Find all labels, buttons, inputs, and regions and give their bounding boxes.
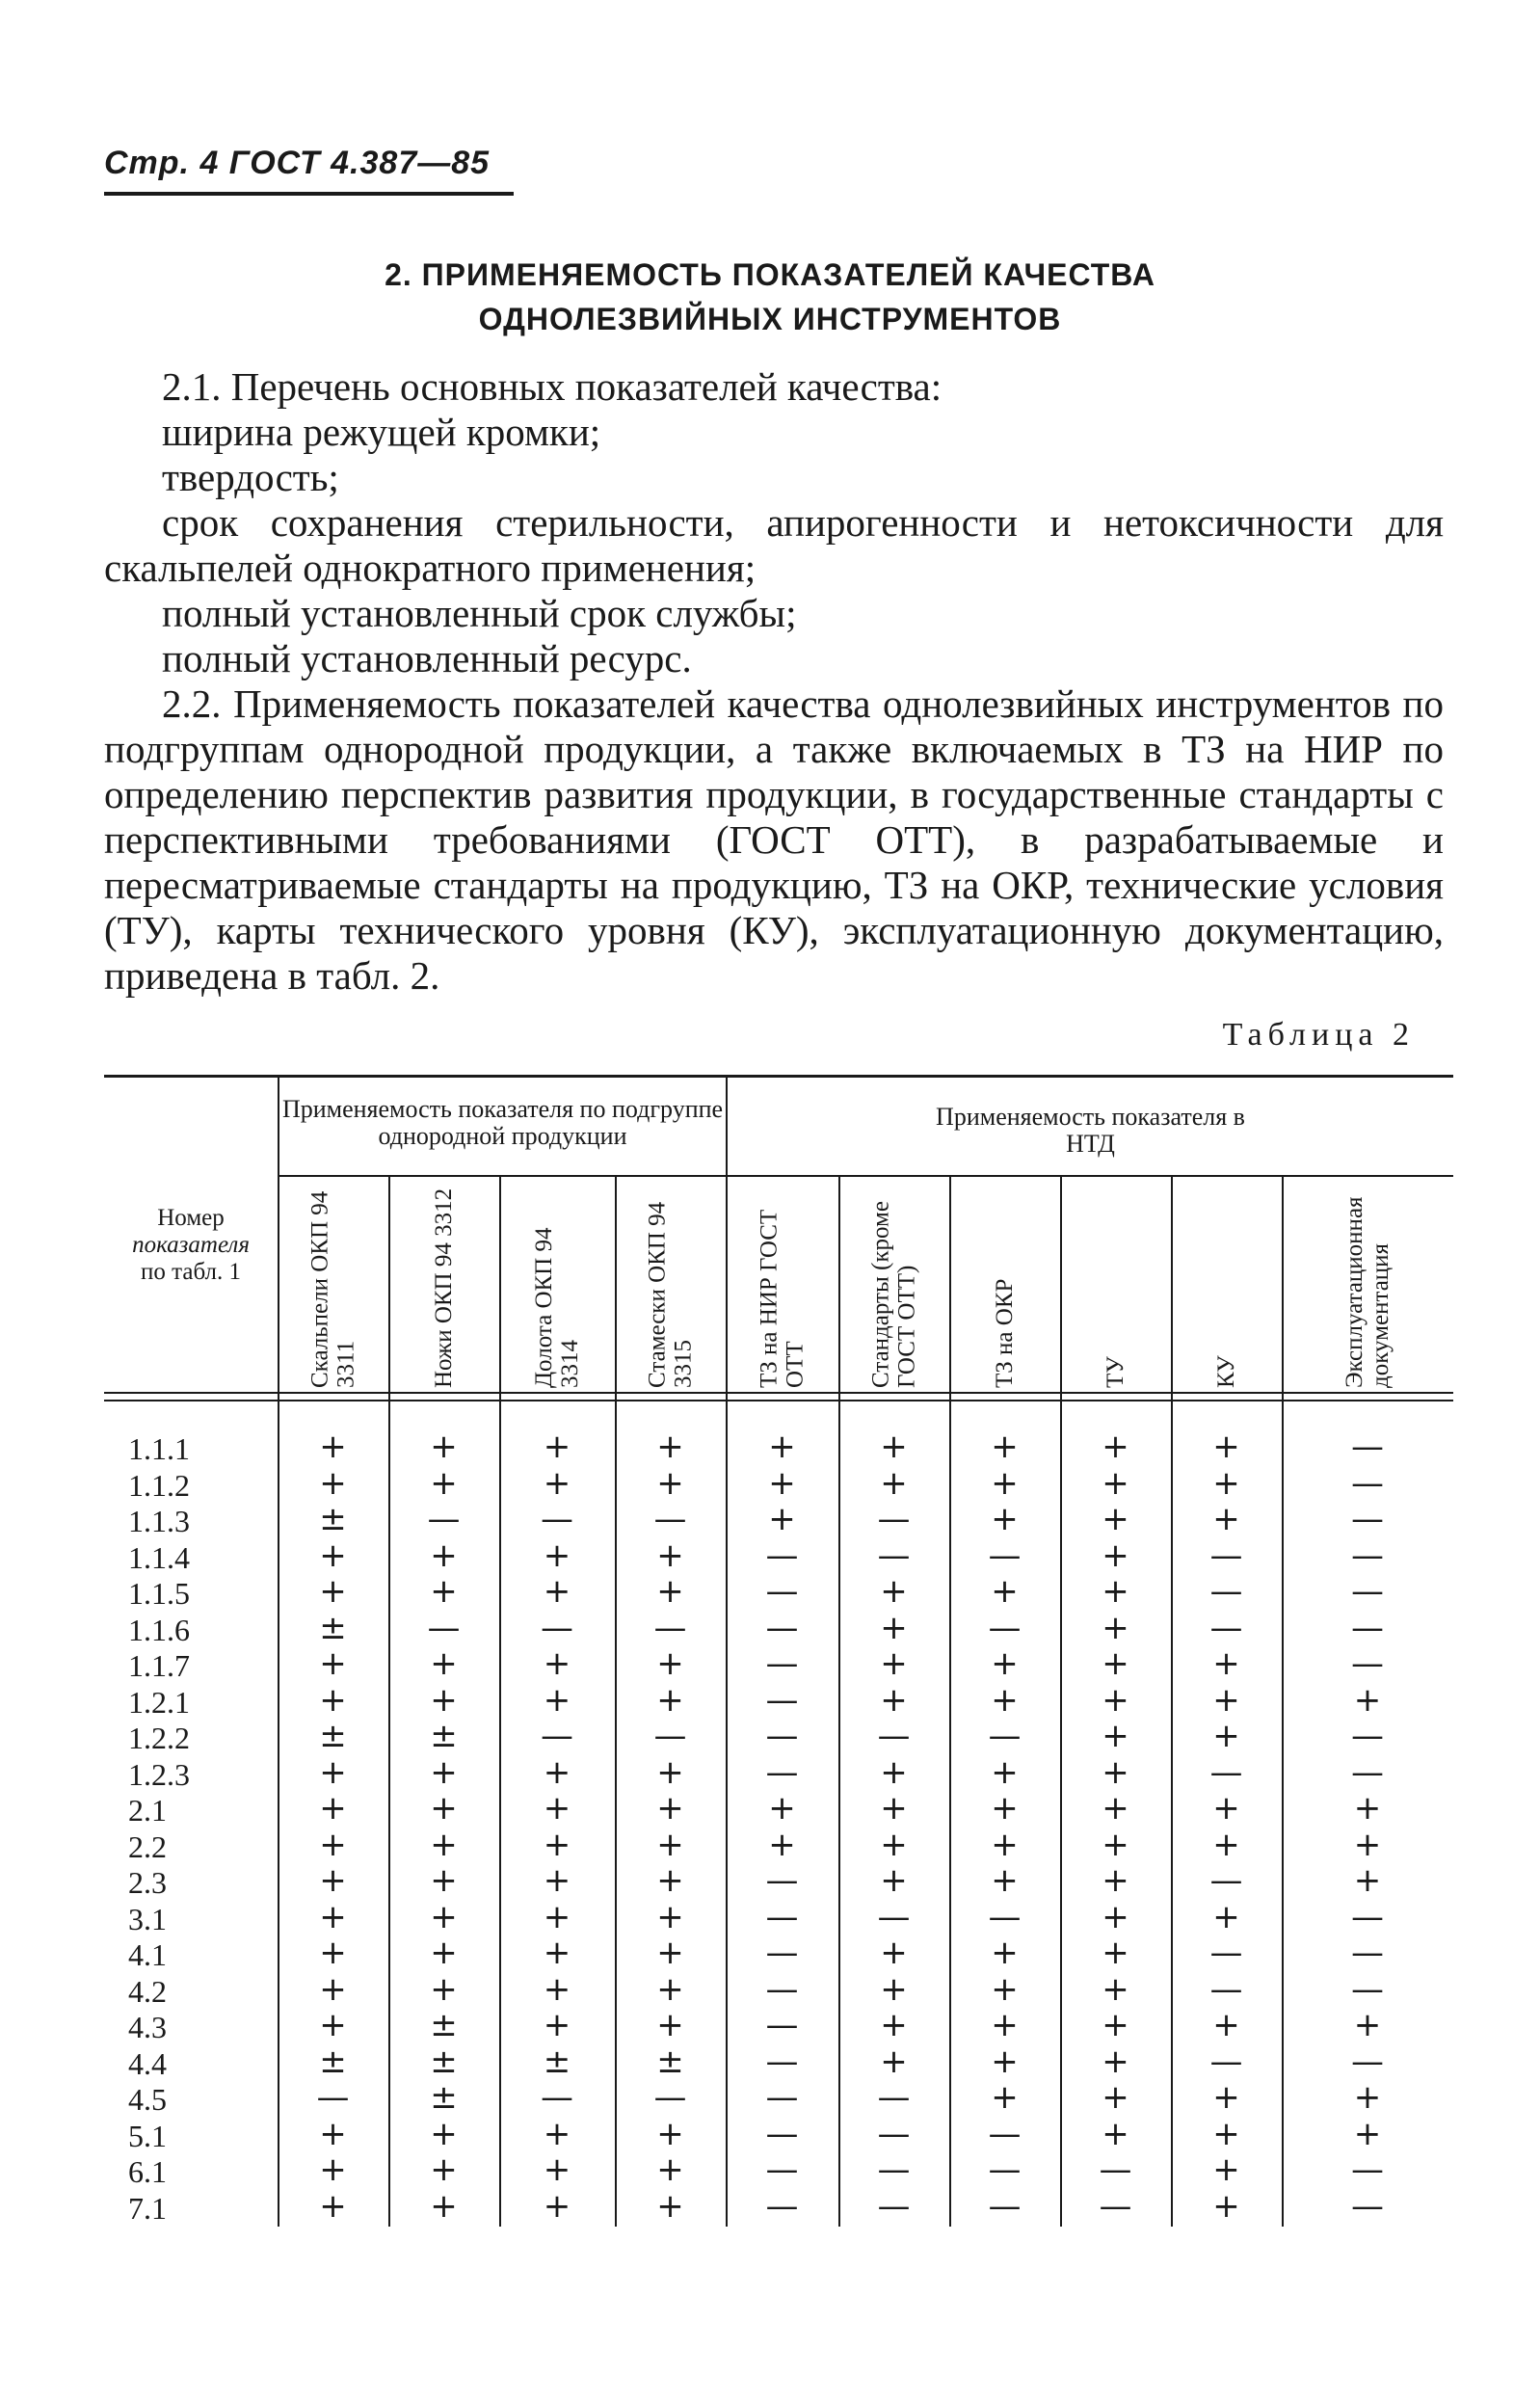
cell-1.2.3-col8: + <box>1102 1752 1129 1792</box>
list-item-service-life: полный установленный срок службы; <box>162 591 797 635</box>
cell-2.3-col8: + <box>1102 1861 1129 1900</box>
cell-1.1.2-col10: — <box>1351 1463 1384 1503</box>
cell-4.1-col2: + <box>430 1934 458 1972</box>
cell-1.1.6-col7: — <box>988 1608 1022 1647</box>
cell-1.1.7-col1: + <box>319 1644 347 1683</box>
column-header-3: Долота ОКП 94 3314 <box>531 1227 583 1388</box>
column-header-4: Стамески ОКП 94 3315 <box>644 1201 697 1388</box>
cell-4.2-col8: + <box>1102 1969 1129 2009</box>
cell-1.2.2-col4: — <box>653 1717 687 1755</box>
cell-1.1.6-col2: — <box>427 1608 461 1647</box>
cell-1.2.1-col10: + <box>1353 1680 1382 1720</box>
col-divider-10 <box>1282 1175 1284 2227</box>
header-bottom-rule-1 <box>104 1392 1453 1394</box>
cell-1.2.2-col8: + <box>1102 1717 1129 1755</box>
cell-1.1.5-col1: + <box>319 1572 347 1611</box>
cell-4.3-col5: — <box>765 2006 799 2044</box>
cell-1.1.1-col6: + <box>880 1428 908 1466</box>
cell-1.1.7-col8: + <box>1102 1644 1129 1683</box>
column-header-2: Ножи ОКП 94 3312 <box>431 1188 457 1388</box>
row-id-4.4: 4.4 <box>128 2045 167 2081</box>
cell-1.1.2-col7: + <box>991 1463 1019 1503</box>
cell-1.1.6-col1: ± <box>319 1608 347 1647</box>
cell-1.2.2-col5: — <box>765 1717 799 1755</box>
row-number-header <box>104 1205 278 1286</box>
cell-1.1.3-col1: ± <box>319 1500 347 1538</box>
cell-4.5-col5: — <box>765 2078 799 2117</box>
cell-4.4-col2: ± <box>430 2042 458 2081</box>
cell-3.1-col1: + <box>319 1897 347 1936</box>
cell-2.1-col1: + <box>319 1789 347 1828</box>
applicability-table <box>104 1075 1453 2231</box>
cell-4.2-col2: + <box>430 1969 458 2009</box>
cell-7.1-col6: — <box>877 2186 911 2226</box>
cell-2.1-col2: + <box>430 1789 458 1828</box>
cell-2.3-col10: + <box>1353 1861 1382 1900</box>
cell-5.1-col9: + <box>1212 2114 1240 2153</box>
cell-1.2.2-col10: — <box>1351 1717 1384 1755</box>
cell-2.3-col6: + <box>880 1861 908 1900</box>
cell-1.1.4-col8: + <box>1102 1535 1129 1575</box>
cell-2.3-col5: — <box>765 1861 799 1900</box>
cell-1.2.2-col9: + <box>1212 1717 1240 1755</box>
cell-4.3-col10: + <box>1353 2006 1382 2044</box>
cell-2.2-col7: + <box>991 1825 1019 1864</box>
row-header-line2: показателя <box>132 1232 250 1258</box>
row-id-4.2: 4.2 <box>128 1973 167 2009</box>
cell-1.1.6-col10: — <box>1351 1608 1384 1647</box>
cell-1.2.3-col10: — <box>1351 1752 1384 1792</box>
cell-1.1.3-col7: + <box>991 1500 1019 1538</box>
column-header-5: ТЗ на НИР ГОСТ ОТТ <box>756 1209 809 1388</box>
cell-5.1-col10: + <box>1353 2114 1382 2153</box>
cell-6.1-col6: — <box>877 2150 911 2189</box>
cell-1.2.3-col9: — <box>1209 1752 1243 1792</box>
cell-1.1.3-col4: — <box>653 1500 687 1538</box>
cell-7.1-col3: + <box>543 2186 571 2226</box>
cell-1.2.1-col8: + <box>1102 1680 1129 1720</box>
cell-1.2.1-col1: + <box>319 1680 347 1720</box>
cell-1.1.4-col2: + <box>430 1535 458 1575</box>
col-divider-3 <box>499 1175 501 2227</box>
cell-5.1-col1: + <box>319 2114 347 2153</box>
cell-4.1-col8: + <box>1102 1934 1129 1972</box>
cell-4.5-col7: + <box>991 2078 1019 2117</box>
cell-1.1.5-col6: + <box>880 1572 908 1611</box>
cell-1.1.1-col1: + <box>319 1428 347 1466</box>
section-title-line2: ОДНОЛЕЗВИЙНЫХ ИНСТРУМЕНТОВ <box>478 302 1062 336</box>
cell-4.2-col1: + <box>319 1969 347 2009</box>
column-header-10: Эксплуатационная документация <box>1341 1196 1394 1388</box>
cell-1.1.4-col10: — <box>1351 1535 1384 1575</box>
group-header-ntd: Применяемость показателя в НТД <box>936 1103 1245 1158</box>
cell-1.1.5-col4: + <box>656 1572 684 1611</box>
cell-1.2.3-col5: — <box>765 1752 799 1792</box>
cell-4.5-col6: — <box>877 2078 911 2117</box>
cell-1.2.3-col4: + <box>656 1752 684 1792</box>
cell-1.2.2-col6: — <box>877 1717 911 1755</box>
cell-1.1.5-col5: — <box>765 1572 799 1611</box>
cell-1.1.1-col7: + <box>991 1428 1019 1466</box>
cell-4.4-col3: ± <box>543 2042 571 2081</box>
cell-4.1-col9: — <box>1209 1934 1243 1972</box>
cell-4.3-col8: + <box>1102 2006 1129 2044</box>
cell-1.1.4-col9: — <box>1209 1535 1243 1575</box>
cell-1.2.1-col9: + <box>1212 1680 1240 1720</box>
cell-1.1.2-col1: + <box>319 1463 347 1503</box>
cell-4.1-col6: + <box>880 1934 908 1972</box>
cell-4.3-col2: ± <box>430 2006 458 2044</box>
cell-4.2-col10: — <box>1351 1969 1384 2009</box>
cell-4.2-col9: — <box>1209 1969 1243 2009</box>
cell-2.1-col4: + <box>656 1789 684 1828</box>
cell-7.1-col10: — <box>1351 2186 1384 2226</box>
cell-1.1.4-col5: — <box>765 1535 799 1575</box>
cell-1.1.3-col9: + <box>1212 1500 1240 1538</box>
cell-1.1.5-col7: + <box>991 1572 1019 1611</box>
cell-4.5-col3: — <box>541 2078 573 2117</box>
cell-2.2-col9: + <box>1212 1825 1240 1864</box>
cell-3.1-col8: + <box>1102 1897 1129 1936</box>
cell-1.1.4-col4: + <box>656 1535 684 1575</box>
cell-1.1.1-col8: + <box>1102 1428 1129 1466</box>
row-id-1.1.1: 1.1.1 <box>128 1431 190 1466</box>
cell-1.1.1-col5: + <box>768 1428 796 1466</box>
cell-4.4-col8: + <box>1102 2042 1129 2081</box>
cell-1.1.4-col7: — <box>988 1535 1022 1575</box>
row-id-1.1.5: 1.1.5 <box>128 1576 190 1611</box>
cell-4.1-col1: + <box>319 1934 347 1972</box>
cell-2.2-col1: + <box>319 1825 347 1864</box>
page-header: Стр. 4 ГОСТ 4.387—85 <box>104 145 514 196</box>
cell-1.1.1-col4: + <box>656 1428 684 1466</box>
cell-1.2.2-col2: ± <box>430 1717 458 1755</box>
cell-1.1.1-col3: + <box>543 1428 571 1466</box>
table-caption: Таблица 2 <box>1222 1017 1415 1053</box>
cell-1.1.2-col9: + <box>1212 1463 1240 1503</box>
cell-1.2.3-col6: + <box>880 1752 908 1792</box>
cell-5.1-col6: — <box>877 2114 911 2153</box>
cell-1.1.7-col6: + <box>880 1644 908 1683</box>
cell-6.1-col9: + <box>1212 2150 1240 2189</box>
cell-7.1-col1: + <box>319 2186 347 2226</box>
cell-1.1.6-col9: — <box>1209 1608 1243 1647</box>
cell-1.1.4-col3: + <box>543 1535 571 1575</box>
cell-5.1-col5: — <box>765 2114 799 2153</box>
row-id-6.1: 6.1 <box>128 2154 167 2189</box>
cell-1.1.1-col10: — <box>1351 1428 1384 1466</box>
cell-1.1.6-col5: — <box>765 1608 799 1647</box>
cell-1.1.5-col2: + <box>430 1572 458 1611</box>
cell-4.3-col9: + <box>1212 2006 1240 2044</box>
cell-4.3-col4: + <box>656 2006 684 2044</box>
cell-4.1-col7: + <box>991 1934 1019 1972</box>
cell-1.2.3-col2: + <box>430 1752 458 1792</box>
row-header-line3: по табл. 1 <box>140 1259 242 1285</box>
cell-5.1-col2: + <box>430 2114 458 2153</box>
group-header-subgroup: Применяемость показателя по подгруппе однородной продукции <box>281 1095 724 1150</box>
row-id-1.2.1: 1.2.1 <box>128 1684 190 1720</box>
cell-4.4-col4: ± <box>656 2042 684 2081</box>
cell-1.2.2-col1: ± <box>319 1717 347 1755</box>
cell-2.2-col6: + <box>880 1825 908 1864</box>
cell-1.1.7-col5: — <box>765 1644 799 1683</box>
group-divider-rule <box>278 1175 1453 1177</box>
column-header-1: Скальпели ОКП 94 3311 <box>306 1190 359 1388</box>
cell-7.1-col7: — <box>988 2186 1022 2226</box>
cell-1.1.2-col6: + <box>880 1463 908 1503</box>
cell-1.2.1-col5: — <box>765 1680 799 1720</box>
cell-6.1-col3: + <box>543 2150 571 2189</box>
cell-1.1.7-col2: + <box>430 1644 458 1683</box>
cell-1.1.1-col2: + <box>430 1428 458 1466</box>
cell-1.1.7-col3: + <box>543 1644 571 1683</box>
cell-1.1.3-col8: + <box>1102 1500 1129 1538</box>
cell-1.1.5-col8: + <box>1102 1572 1129 1611</box>
cell-3.1-col5: — <box>765 1897 799 1936</box>
cell-1.1.6-col8: + <box>1102 1608 1129 1647</box>
cell-4.5-col10: + <box>1353 2078 1382 2117</box>
cell-2.1-col10: + <box>1353 1789 1382 1828</box>
cell-4.3-col3: + <box>543 2006 571 2044</box>
cell-2.2-col2: + <box>430 1825 458 1864</box>
cell-4.2-col4: + <box>656 1969 684 2009</box>
cell-6.1-col4: + <box>656 2150 684 2189</box>
cell-1.1.5-col3: + <box>543 1572 571 1611</box>
cell-6.1-col1: + <box>319 2150 347 2189</box>
cell-4.5-col8: + <box>1102 2078 1129 2117</box>
row-id-1.1.4: 1.1.4 <box>128 1539 190 1575</box>
cell-4.4-col7: + <box>991 2042 1019 2081</box>
cell-4.4-col6: + <box>880 2042 908 2081</box>
cell-3.1-col2: + <box>430 1897 458 1936</box>
cell-1.2.2-col3: — <box>541 1717 573 1755</box>
column-header-7: ТЗ на ОКР <box>992 1278 1018 1388</box>
row-id-4.5: 4.5 <box>128 2082 167 2117</box>
cell-6.1-col5: — <box>765 2150 799 2189</box>
cell-4.2-col3: + <box>543 1969 571 2009</box>
list-item-hardness: твердость; <box>162 455 339 499</box>
cell-1.1.7-col9: + <box>1212 1644 1240 1683</box>
cell-2.1-col7: + <box>991 1789 1019 1828</box>
row-id-1.1.3: 1.1.3 <box>128 1504 190 1538</box>
cell-1.1.2-col8: + <box>1102 1463 1129 1503</box>
list-item-sterility: срок сохранения стерильности, апирогенности и нетоксичности для скальпелей однократного применения; <box>104 500 1444 590</box>
cell-1.1.2-col2: + <box>430 1463 458 1503</box>
cell-1.2.1-col6: + <box>880 1680 908 1720</box>
column-header-6: Стандарты (кроме ГОСТ ОТТ) <box>867 1201 920 1388</box>
cell-4.5-col2: ± <box>430 2078 458 2117</box>
cell-1.1.3-col10: — <box>1351 1500 1384 1538</box>
cell-2.2-col4: + <box>656 1825 684 1864</box>
cell-1.2.1-col4: + <box>656 1680 684 1720</box>
row-id-4.3: 4.3 <box>128 2010 167 2044</box>
paragraph-2-1: 2.1. Перечень основных показателей качества: <box>162 364 943 409</box>
cell-4.4-col10: — <box>1351 2042 1384 2081</box>
cell-1.1.6-col4: — <box>653 1608 687 1647</box>
cell-1.2.2-col7: — <box>988 1717 1022 1755</box>
cell-1.1.2-col4: + <box>656 1463 684 1503</box>
cell-6.1-col10: — <box>1351 2150 1384 2189</box>
row-id-2.1: 2.1 <box>128 1793 167 1828</box>
cell-2.3-col9: — <box>1209 1861 1243 1900</box>
cell-4.3-col7: + <box>991 2006 1019 2044</box>
cell-3.1-col3: + <box>543 1897 571 1936</box>
list-item-resource: полный установленный ресурс. <box>162 636 692 681</box>
cell-2.1-col3: + <box>543 1789 571 1828</box>
cell-2.3-col2: + <box>430 1861 458 1900</box>
cell-4.3-col1: + <box>319 2006 347 2044</box>
column-header-9: КУ <box>1213 1355 1239 1388</box>
cell-4.5-col4: — <box>653 2078 687 2117</box>
cell-7.1-col4: + <box>656 2186 684 2226</box>
cell-5.1-col7: — <box>988 2114 1022 2153</box>
cell-2.3-col4: + <box>656 1861 684 1900</box>
row-id-1.1.7: 1.1.7 <box>128 1648 190 1683</box>
cell-4.1-col5: — <box>765 1934 799 1972</box>
column-header-8: ТУ <box>1102 1356 1128 1388</box>
cell-1.1.7-col7: + <box>991 1644 1019 1683</box>
cell-1.1.3-col6: — <box>877 1500 911 1538</box>
cell-2.3-col1: + <box>319 1861 347 1900</box>
cell-4.4-col9: — <box>1209 2042 1243 2081</box>
cell-1.1.7-col4: + <box>656 1644 684 1683</box>
list-item-width: ширина режущей кромки; <box>162 410 601 454</box>
cell-1.2.3-col1: + <box>319 1752 347 1792</box>
cell-2.2-col10: + <box>1353 1825 1382 1864</box>
cell-1.1.6-col6: + <box>880 1608 908 1647</box>
row-header-line1: Номер <box>157 1205 225 1231</box>
cell-2.2-col3: + <box>543 1825 571 1864</box>
cell-1.1.3-col3: — <box>541 1500 573 1538</box>
cell-4.1-col4: + <box>656 1934 684 1972</box>
cell-3.1-col6: — <box>877 1897 911 1936</box>
cell-4.4-col5: — <box>765 2042 799 2081</box>
cell-6.1-col2: + <box>430 2150 458 2189</box>
row-id-1.1.6: 1.1.6 <box>128 1612 190 1647</box>
cell-2.3-col3: + <box>543 1861 571 1900</box>
cell-2.1-col8: + <box>1102 1789 1129 1828</box>
cell-7.1-col9: + <box>1212 2186 1240 2226</box>
row-id-2.2: 2.2 <box>128 1828 167 1864</box>
cell-1.1.6-col3: — <box>541 1608 573 1647</box>
cell-7.1-col2: + <box>430 2186 458 2226</box>
cell-4.2-col7: + <box>991 1969 1019 2009</box>
row-id-4.1: 4.1 <box>128 1937 167 1972</box>
row-id-5.1: 5.1 <box>128 2118 167 2153</box>
cell-1.1.2-col3: + <box>543 1463 571 1503</box>
cell-4.2-col6: + <box>880 1969 908 2009</box>
section-title-line1: 2. ПРИМЕНЯЕМОСТЬ ПОКАЗАТЕЛЕЙ КАЧЕСТВА <box>385 257 1155 292</box>
table-top-rule <box>104 1075 1453 1078</box>
cell-4.5-col1: — <box>316 2078 350 2117</box>
cell-1.1.3-col2: — <box>427 1500 461 1538</box>
row-id-2.3: 2.3 <box>128 1865 167 1900</box>
row-id-7.1: 7.1 <box>128 2190 167 2226</box>
paragraph-2-2: 2.2. Применяемость показателей качества однолезвийных инструментов по подгруппам однородной продукции, а также включаемых в ТЗ на НИР по определению перспектив развития продукции, в государственные стандарты с перспективными требованиями (ГОСТ ОТТ), в разрабатываемые и пересматриваемые стандарты на продукцию, ТЗ на ОКР, технические условия (ТУ), карты технического уровня (КУ), эксплуатационную документацию, приведена в табл. 2. <box>104 681 1444 998</box>
cell-1.1.4-col1: + <box>319 1535 347 1575</box>
cell-5.1-col3: + <box>543 2114 571 2153</box>
cell-1.2.1-col7: + <box>991 1680 1019 1720</box>
cell-2.2-col8: + <box>1102 1825 1129 1864</box>
cell-2.3-col7: + <box>991 1861 1019 1900</box>
cell-3.1-col9: + <box>1212 1897 1240 1936</box>
cell-4.3-col6: + <box>880 2006 908 2044</box>
cell-7.1-col8: — <box>1099 2186 1132 2226</box>
cell-1.1.7-col10: — <box>1351 1644 1384 1683</box>
cell-1.2.3-col7: + <box>991 1752 1019 1792</box>
cell-5.1-col8: + <box>1102 2114 1129 2153</box>
cell-1.2.1-col3: + <box>543 1680 571 1720</box>
cell-2.2-col5: + <box>768 1825 796 1864</box>
cell-1.1.5-col10: — <box>1351 1572 1384 1611</box>
row-id-1.2.2: 1.2.2 <box>128 1721 190 1755</box>
cell-6.1-col7: — <box>988 2150 1022 2189</box>
cell-1.2.1-col2: + <box>430 1680 458 1720</box>
cell-4.5-col9: + <box>1212 2078 1240 2117</box>
cell-4.1-col3: + <box>543 1934 571 1972</box>
cell-6.1-col8: — <box>1099 2150 1132 2189</box>
col-divider-group <box>726 1075 728 2227</box>
row-id-3.1: 3.1 <box>128 1901 167 1936</box>
row-id-1.1.2: 1.1.2 <box>128 1467 190 1503</box>
cell-3.1-col10: — <box>1351 1897 1384 1936</box>
cell-1.1.5-col9: — <box>1209 1572 1243 1611</box>
cell-1.1.3-col5: + <box>768 1500 796 1538</box>
cell-3.1-col7: — <box>988 1897 1022 1936</box>
cell-2.1-col9: + <box>1212 1789 1240 1828</box>
cell-2.1-col5: + <box>768 1789 796 1828</box>
header-bottom-rule-2 <box>104 1400 1453 1401</box>
body-text <box>104 364 1444 999</box>
cell-4.4-col1: ± <box>319 2042 347 2081</box>
cell-1.2.3-col3: + <box>543 1752 571 1792</box>
row-id-1.2.3: 1.2.3 <box>128 1756 190 1792</box>
cell-3.1-col4: + <box>656 1897 684 1936</box>
cell-4.2-col5: — <box>765 1969 799 2009</box>
cell-5.1-col4: + <box>656 2114 684 2153</box>
cell-7.1-col5: — <box>765 2186 799 2226</box>
cell-1.1.4-col6: — <box>877 1535 911 1575</box>
cell-2.1-col6: + <box>880 1789 908 1828</box>
cell-4.1-col10: — <box>1351 1934 1384 1972</box>
cell-1.1.1-col9: + <box>1212 1428 1240 1466</box>
cell-1.1.2-col5: + <box>768 1463 796 1503</box>
